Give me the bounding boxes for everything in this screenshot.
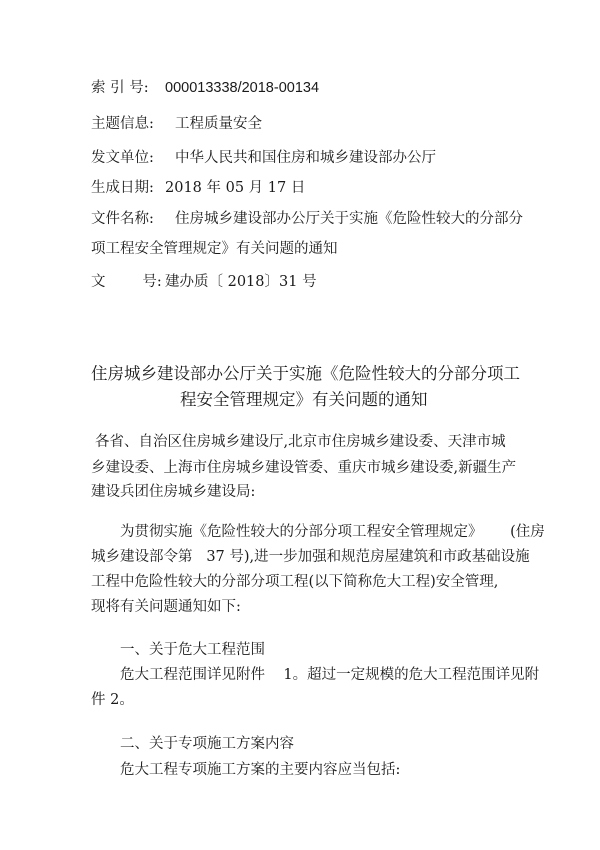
meta-issuer-label: 发文单位: [91, 150, 154, 166]
section1-heading: 一、关于危大工程范围 [120, 642, 265, 658]
doc-title-line2: 程安全管理规定》有关问题的通知 [180, 390, 428, 409]
meta-date-label: 生成日期: [91, 180, 154, 196]
section1-line2: 件 2。 [91, 692, 134, 708]
meta-date-value: 2018 年 05 月 17 日 [165, 180, 306, 196]
addressee-line3: 建设兵团住房城乡建设局: [91, 484, 256, 500]
intro-line2: 城乡建设部令第 37 号),进一步加强和规范房屋建筑和市政基础设施 [91, 549, 530, 565]
meta-issuer-value: 中华人民共和国住房和城乡建设部办公厅 [175, 150, 436, 166]
addressee-line2: 乡建设委、上海市住房城乡建设管委、重庆市城乡建设委,新疆生产 [91, 460, 517, 476]
section1-line1: 危大工程范围详见附件 1。超过一定规模的危大工程范围详见附 [120, 667, 540, 683]
meta-index-value: 000013338/2018-00134 [165, 80, 320, 96]
meta-index-label: 索 引 号: [91, 80, 149, 96]
meta-topic-label: 主题信息: [91, 116, 154, 132]
meta-filename-cont [91, 239, 338, 259]
meta-filename-value-line1: 住房城乡建设部办公厅关于实施《危险性较大的分部分 [175, 211, 523, 227]
meta-filename-label: 文件名称: [91, 211, 154, 227]
intro-line3: 工程中危险性较大的分部分项工程(以下简称危大工程)安全管理, [91, 574, 499, 590]
meta-topic-value: 工程质量安全 [175, 116, 262, 132]
meta-filename-value-line2: 项工程安全管理规定》有关问题的通知 [91, 241, 338, 257]
meta-docno-value: 建办质〔 2018〕31 号 [165, 274, 317, 290]
section2-line1: 危大工程专项施工方案的主要内容应当包括: [120, 762, 401, 778]
intro-line1: 为贯彻实施《危险性较大的分部分项工程安全管理规定》 (住房 [120, 524, 545, 540]
intro-line4: 现将有关问题通知如下: [91, 599, 241, 615]
section2-heading: 二、关于专项施工方案内容 [120, 736, 294, 752]
meta-docno-label: 文 号: [91, 274, 162, 290]
addressee-line1: 各省、自治区住房城乡建设厅,北京市住房城乡建设委、天津市城 [95, 434, 506, 450]
doc-title-line1: 住房城乡建设部办公厅关于实施《危险性较大的分部分项工 [91, 364, 520, 383]
